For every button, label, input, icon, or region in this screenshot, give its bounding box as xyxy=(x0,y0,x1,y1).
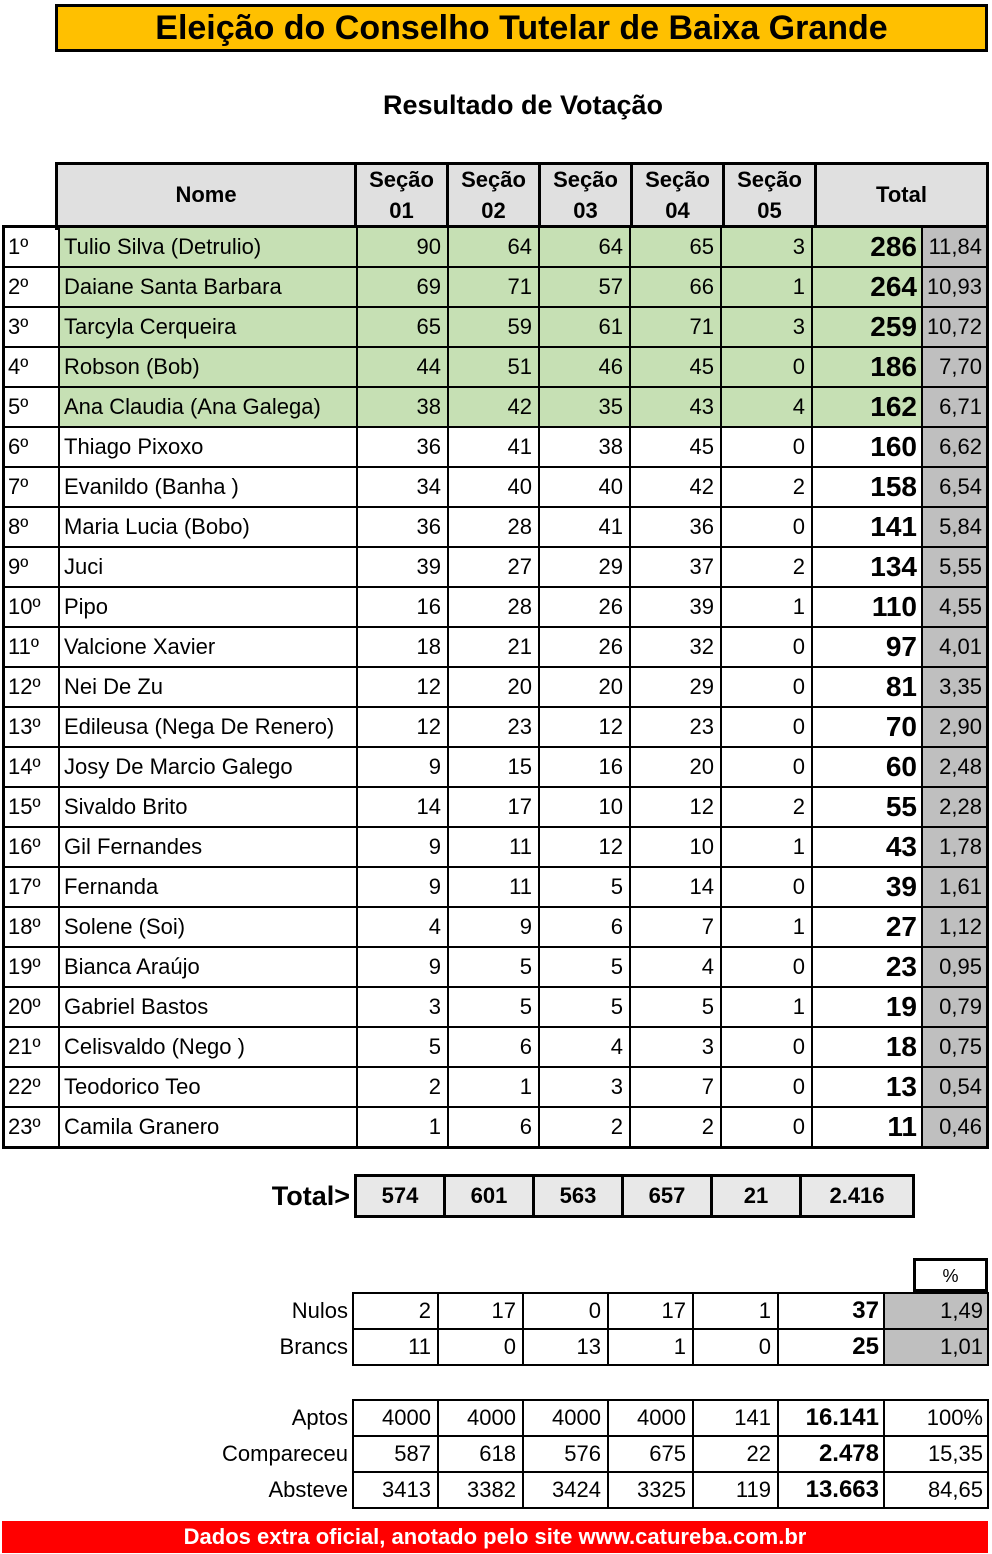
candidate-name: Tarcyla Cerqueira xyxy=(59,307,357,347)
candidate-votes-secao-05: 1 xyxy=(721,587,812,627)
turnout-secao-03: 576 xyxy=(523,1436,608,1472)
candidate-votes-secao-05: 0 xyxy=(721,667,812,707)
candidate-name: Edileusa (Nega De Renero) xyxy=(59,707,357,747)
turnout-total: 16.141 xyxy=(778,1400,884,1436)
candidate-percent: 4,55 xyxy=(922,587,988,627)
invalid-secao-01: 11 xyxy=(353,1329,438,1365)
invalid-percent: 1,49 xyxy=(884,1293,988,1329)
candidate-votes-secao-05: 0 xyxy=(721,1027,812,1067)
candidate-votes-secao-03: 26 xyxy=(539,587,630,627)
invalid-label: Brancs xyxy=(279,1334,348,1359)
candidate-percent: 0,95 xyxy=(922,947,988,987)
candidate-total: 13 xyxy=(812,1067,922,1107)
candidate-row xyxy=(4,387,988,427)
candidate-votes-secao-02: 6 xyxy=(448,1107,539,1148)
candidate-rank: 3º xyxy=(4,307,60,347)
candidate-votes-secao-01: 1 xyxy=(357,1107,448,1148)
turnout-label: Aptos xyxy=(291,1405,348,1430)
turnout-secao-03: 3424 xyxy=(523,1472,608,1508)
candidate-percent: 0,46 xyxy=(922,1107,988,1148)
candidate-votes-secao-05: 0 xyxy=(721,747,812,787)
invalid-secao-03: 13 xyxy=(523,1329,608,1365)
candidate-row xyxy=(4,1107,988,1148)
header-secao-05: Seção 05 xyxy=(724,164,816,229)
candidate-votes-secao-04: 65 xyxy=(630,227,721,268)
candidate-votes-secao-01: 16 xyxy=(357,587,448,627)
candidate-votes-secao-04: 39 xyxy=(630,587,721,627)
candidate-name: Gil Fernandes xyxy=(59,827,357,867)
candidate-votes-secao-03: 5 xyxy=(539,987,630,1027)
candidate-votes-secao-01: 34 xyxy=(357,467,448,507)
candidate-votes-secao-05: 2 xyxy=(721,787,812,827)
candidate-votes-secao-03: 41 xyxy=(539,507,630,547)
candidate-votes-secao-03: 57 xyxy=(539,267,630,307)
candidate-row xyxy=(4,587,988,627)
candidate-percent: 0,75 xyxy=(922,1027,988,1067)
candidate-votes-secao-02: 71 xyxy=(448,267,539,307)
invalid-percent: 1,01 xyxy=(884,1329,988,1365)
invalid-total: 37 xyxy=(778,1293,884,1329)
candidate-total: 18 xyxy=(812,1027,922,1067)
candidate-rank: 13º xyxy=(4,707,60,747)
candidate-votes-secao-04: 23 xyxy=(630,707,721,747)
candidate-votes-secao-01: 90 xyxy=(357,227,448,268)
invalid-total: 25 xyxy=(778,1329,884,1365)
candidate-row xyxy=(4,627,988,667)
candidate-votes-secao-02: 64 xyxy=(448,227,539,268)
candidate-rank: 5º xyxy=(4,387,60,427)
candidate-votes-secao-03: 26 xyxy=(539,627,630,667)
total-secao-05: 21 xyxy=(712,1176,801,1217)
candidate-row xyxy=(4,667,988,707)
candidate-votes-secao-02: 51 xyxy=(448,347,539,387)
candidate-name: Pipo xyxy=(59,587,357,627)
header-secao-01: Seção 01 xyxy=(356,164,448,229)
candidate-percent: 11,84 xyxy=(922,227,988,268)
invalid-secao-05: 1 xyxy=(693,1293,778,1329)
invalid-secao-01: 2 xyxy=(353,1293,438,1329)
candidate-total: 70 xyxy=(812,707,922,747)
candidate-name: Celisvaldo (Nego ) xyxy=(59,1027,357,1067)
candidate-row xyxy=(4,427,988,467)
candidate-votes-secao-02: 21 xyxy=(448,627,539,667)
candidate-votes-secao-03: 61 xyxy=(539,307,630,347)
candidate-votes-secao-01: 9 xyxy=(357,947,448,987)
candidate-total: 286 xyxy=(812,227,922,268)
candidate-votes-secao-02: 42 xyxy=(448,387,539,427)
candidate-votes-secao-04: 4 xyxy=(630,947,721,987)
candidate-votes-secao-03: 3 xyxy=(539,1067,630,1107)
candidate-total: 60 xyxy=(812,747,922,787)
grand-total: 2.416 xyxy=(801,1176,914,1217)
candidate-votes-secao-05: 1 xyxy=(721,827,812,867)
invalid-secao-04: 17 xyxy=(608,1293,693,1329)
candidate-votes-secao-04: 12 xyxy=(630,787,721,827)
invalid-secao-03: 0 xyxy=(523,1293,608,1329)
candidate-votes-secao-04: 14 xyxy=(630,867,721,907)
candidate-row xyxy=(4,947,988,987)
candidate-total: 97 xyxy=(812,627,922,667)
candidate-rank: 20º xyxy=(4,987,60,1027)
candidate-name: Thiago Pixoxo xyxy=(59,427,357,467)
candidate-votes-secao-01: 9 xyxy=(357,867,448,907)
candidate-votes-secao-04: 45 xyxy=(630,427,721,467)
turnout-secao-02: 3382 xyxy=(438,1472,523,1508)
candidate-votes-secao-02: 11 xyxy=(448,827,539,867)
candidate-votes-secao-05: 1 xyxy=(721,987,812,1027)
candidate-votes-secao-04: 37 xyxy=(630,547,721,587)
candidate-rank: 21º xyxy=(4,1027,60,1067)
turnout-total: 2.478 xyxy=(778,1436,884,1472)
candidate-votes-secao-05: 3 xyxy=(721,227,812,268)
candidate-rank: 9º xyxy=(4,547,60,587)
candidate-votes-secao-02: 23 xyxy=(448,707,539,747)
candidate-votes-secao-04: 66 xyxy=(630,267,721,307)
candidate-votes-secao-01: 69 xyxy=(357,267,448,307)
candidate-rank: 11º xyxy=(4,627,60,667)
turnout-total: 13.663 xyxy=(778,1472,884,1508)
candidate-votes-secao-01: 36 xyxy=(357,427,448,467)
candidate-votes-secao-03: 5 xyxy=(539,947,630,987)
candidate-votes-secao-03: 2 xyxy=(539,1107,630,1148)
candidate-percent: 1,78 xyxy=(922,827,988,867)
candidate-name: Maria Lucia (Bobo) xyxy=(59,507,357,547)
candidate-row xyxy=(4,867,988,907)
candidate-row xyxy=(4,547,988,587)
candidate-total: 81 xyxy=(812,667,922,707)
candidate-rank: 2º xyxy=(4,267,60,307)
candidate-votes-secao-04: 42 xyxy=(630,467,721,507)
candidate-votes-secao-04: 71 xyxy=(630,307,721,347)
candidate-votes-secao-03: 29 xyxy=(539,547,630,587)
invalid-secao-02: 17 xyxy=(438,1293,523,1329)
candidate-row xyxy=(4,267,988,307)
candidate-votes-secao-02: 20 xyxy=(448,667,539,707)
candidate-row xyxy=(4,987,988,1027)
header-secao-04: Seção 04 xyxy=(632,164,724,229)
candidate-votes-secao-01: 9 xyxy=(357,747,448,787)
candidate-percent: 6,62 xyxy=(922,427,988,467)
turnout-table xyxy=(150,1399,989,1509)
candidate-votes-secao-02: 9 xyxy=(448,907,539,947)
candidate-votes-secao-05: 0 xyxy=(721,507,812,547)
candidate-percent: 6,71 xyxy=(922,387,988,427)
candidate-name: Nei De Zu xyxy=(59,667,357,707)
turnout-secao-02: 618 xyxy=(438,1436,523,1472)
candidate-votes-secao-03: 16 xyxy=(539,747,630,787)
header-nome: Nome xyxy=(57,164,356,229)
candidate-percent: 10,72 xyxy=(922,307,988,347)
turnout-secao-04: 675 xyxy=(608,1436,693,1472)
turnout-secao-04: 4000 xyxy=(608,1400,693,1436)
candidate-percent: 2,28 xyxy=(922,787,988,827)
turnout-secao-02: 4000 xyxy=(438,1400,523,1436)
candidate-votes-secao-02: 28 xyxy=(448,507,539,547)
candidate-votes-secao-05: 0 xyxy=(721,1107,812,1148)
candidate-percent: 0,79 xyxy=(922,987,988,1027)
candidate-votes-secao-04: 45 xyxy=(630,347,721,387)
turnout-label: Absteve xyxy=(268,1477,348,1502)
candidate-total: 134 xyxy=(812,547,922,587)
candidate-votes-secao-03: 40 xyxy=(539,467,630,507)
candidate-votes-secao-05: 1 xyxy=(721,267,812,307)
turnout-secao-01: 4000 xyxy=(353,1400,438,1436)
candidate-row xyxy=(4,827,988,867)
candidate-votes-secao-05: 2 xyxy=(721,467,812,507)
header-secao-02: Seção 02 xyxy=(448,164,540,229)
candidate-rank: 16º xyxy=(4,827,60,867)
candidate-rank: 6º xyxy=(4,427,60,467)
candidate-votes-secao-01: 12 xyxy=(357,707,448,747)
candidate-row xyxy=(4,227,988,268)
candidate-votes-secao-02: 27 xyxy=(448,547,539,587)
candidate-row xyxy=(4,467,988,507)
candidate-votes-secao-01: 5 xyxy=(357,1027,448,1067)
candidate-votes-secao-02: 5 xyxy=(448,987,539,1027)
candidate-votes-secao-01: 44 xyxy=(357,347,448,387)
turnout-row xyxy=(150,1436,988,1472)
candidate-votes-secao-05: 0 xyxy=(721,867,812,907)
turnout-percent: 84,65 xyxy=(884,1472,988,1508)
pct-header: % xyxy=(913,1258,988,1292)
candidate-votes-secao-03: 4 xyxy=(539,1027,630,1067)
candidate-total: 186 xyxy=(812,347,922,387)
turnout-secao-01: 587 xyxy=(353,1436,438,1472)
candidate-name: Fernanda xyxy=(59,867,357,907)
candidate-percent: 6,54 xyxy=(922,467,988,507)
candidate-rank: 18º xyxy=(4,907,60,947)
candidate-votes-secao-03: 5 xyxy=(539,867,630,907)
candidate-votes-secao-03: 38 xyxy=(539,427,630,467)
candidate-votes-secao-03: 64 xyxy=(539,227,630,268)
candidate-percent: 1,12 xyxy=(922,907,988,947)
invalid-secao-04: 1 xyxy=(608,1329,693,1365)
turnout-label: Compareceu xyxy=(222,1441,348,1466)
invalid-row xyxy=(150,1329,988,1365)
invalid-votes-table xyxy=(150,1292,989,1366)
candidate-total: 27 xyxy=(812,907,922,947)
candidate-row xyxy=(4,907,988,947)
total-secao-03: 563 xyxy=(534,1176,623,1217)
candidate-percent: 4,01 xyxy=(922,627,988,667)
candidate-votes-secao-01: 14 xyxy=(357,787,448,827)
results-header xyxy=(55,162,989,230)
candidate-votes-secao-01: 18 xyxy=(357,627,448,667)
candidate-votes-secao-02: 59 xyxy=(448,307,539,347)
candidate-votes-secao-03: 12 xyxy=(539,707,630,747)
candidate-votes-secao-05: 0 xyxy=(721,947,812,987)
candidate-percent: 3,35 xyxy=(922,667,988,707)
candidate-votes-secao-03: 35 xyxy=(539,387,630,427)
candidate-votes-secao-02: 40 xyxy=(448,467,539,507)
candidate-votes-secao-01: 2 xyxy=(357,1067,448,1107)
candidate-name: Bianca Araújo xyxy=(59,947,357,987)
candidate-votes-secao-02: 28 xyxy=(448,587,539,627)
candidate-total: 55 xyxy=(812,787,922,827)
turnout-row xyxy=(150,1400,988,1436)
candidate-votes-secao-01: 65 xyxy=(357,307,448,347)
candidate-total: 19 xyxy=(812,987,922,1027)
page-title: Eleição do Conselho Tutelar de Baixa Grande xyxy=(55,4,988,52)
candidate-rank: 15º xyxy=(4,787,60,827)
candidate-votes-secao-03: 46 xyxy=(539,347,630,387)
candidate-votes-secao-03: 10 xyxy=(539,787,630,827)
candidate-votes-secao-05: 0 xyxy=(721,1067,812,1107)
candidate-votes-secao-01: 36 xyxy=(357,507,448,547)
candidate-row xyxy=(4,707,988,747)
candidate-votes-secao-04: 7 xyxy=(630,907,721,947)
candidate-rank: 17º xyxy=(4,867,60,907)
candidate-name: Valcione Xavier xyxy=(59,627,357,667)
turnout-secao-05: 141 xyxy=(693,1400,778,1436)
candidate-percent: 0,54 xyxy=(922,1067,988,1107)
candidate-row xyxy=(4,787,988,827)
invalid-secao-02: 0 xyxy=(438,1329,523,1365)
candidate-name: Daiane Santa Barbara xyxy=(59,267,357,307)
candidate-votes-secao-02: 41 xyxy=(448,427,539,467)
candidate-name: Juci xyxy=(59,547,357,587)
candidate-total: 141 xyxy=(812,507,922,547)
candidate-total: 39 xyxy=(812,867,922,907)
header-secao-03: Seção 03 xyxy=(540,164,632,229)
candidate-votes-secao-01: 12 xyxy=(357,667,448,707)
turnout-percent: 15,35 xyxy=(884,1436,988,1472)
candidate-total: 264 xyxy=(812,267,922,307)
candidate-total: 110 xyxy=(812,587,922,627)
candidate-votes-secao-04: 32 xyxy=(630,627,721,667)
candidate-votes-secao-02: 6 xyxy=(448,1027,539,1067)
candidate-votes-secao-01: 4 xyxy=(357,907,448,947)
candidate-votes-secao-05: 0 xyxy=(721,627,812,667)
candidate-name: Evanildo (Banha ) xyxy=(59,467,357,507)
totals-row xyxy=(250,1174,915,1218)
candidate-name: Tulio Silva (Detrulio) xyxy=(59,227,357,268)
candidate-votes-secao-03: 6 xyxy=(539,907,630,947)
candidate-rank: 12º xyxy=(4,667,60,707)
candidate-votes-secao-04: 7 xyxy=(630,1067,721,1107)
candidate-rank: 1º xyxy=(4,227,60,268)
turnout-secao-05: 22 xyxy=(693,1436,778,1472)
candidate-votes-secao-04: 36 xyxy=(630,507,721,547)
candidate-row xyxy=(4,307,988,347)
candidate-row xyxy=(4,507,988,547)
candidate-percent: 1,61 xyxy=(922,867,988,907)
page-subtitle: Resultado de Votação xyxy=(382,90,664,120)
candidate-rank: 10º xyxy=(4,587,60,627)
candidate-name: Gabriel Bastos xyxy=(59,987,357,1027)
turnout-secao-04: 3325 xyxy=(608,1472,693,1508)
header-total: Total xyxy=(816,164,988,229)
candidates-table xyxy=(2,225,989,1149)
candidate-votes-secao-04: 43 xyxy=(630,387,721,427)
candidate-votes-secao-04: 2 xyxy=(630,1107,721,1148)
candidate-total: 162 xyxy=(812,387,922,427)
candidate-name: Solene (Soi) xyxy=(59,907,357,947)
candidate-rank: 8º xyxy=(4,507,60,547)
candidate-votes-secao-04: 3 xyxy=(630,1027,721,1067)
candidate-total: 160 xyxy=(812,427,922,467)
candidate-percent: 2,48 xyxy=(922,747,988,787)
candidate-rank: 23º xyxy=(4,1107,60,1148)
candidate-votes-secao-04: 20 xyxy=(630,747,721,787)
candidate-rank: 19º xyxy=(4,947,60,987)
total-secao-02: 601 xyxy=(445,1176,534,1217)
candidate-row xyxy=(4,347,988,387)
turnout-secao-01: 3413 xyxy=(353,1472,438,1508)
total-secao-04: 657 xyxy=(623,1176,712,1217)
invalid-label: Nulos xyxy=(291,1298,348,1323)
candidate-rank: 7º xyxy=(4,467,60,507)
candidate-votes-secao-05: 4 xyxy=(721,387,812,427)
candidate-votes-secao-05: 0 xyxy=(721,707,812,747)
candidate-votes-secao-05: 2 xyxy=(721,547,812,587)
candidate-percent: 5,84 xyxy=(922,507,988,547)
invalid-row xyxy=(150,1293,988,1329)
candidate-name: Sivaldo Brito xyxy=(59,787,357,827)
candidate-votes-secao-05: 1 xyxy=(721,907,812,947)
candidate-votes-secao-02: 1 xyxy=(448,1067,539,1107)
candidate-name: Ana Claudia (Ana Galega) xyxy=(59,387,357,427)
candidate-votes-secao-04: 29 xyxy=(630,667,721,707)
candidate-total: 43 xyxy=(812,827,922,867)
turnout-row xyxy=(150,1472,988,1508)
candidate-rank: 4º xyxy=(4,347,60,387)
candidate-votes-secao-02: 5 xyxy=(448,947,539,987)
candidate-votes-secao-02: 11 xyxy=(448,867,539,907)
footer-note: Dados extra oficial, anotado pelo site www.catureba.com.br xyxy=(2,1521,988,1553)
candidate-name: Robson (Bob) xyxy=(59,347,357,387)
candidate-votes-secao-04: 5 xyxy=(630,987,721,1027)
candidate-votes-secao-04: 10 xyxy=(630,827,721,867)
candidate-votes-secao-05: 0 xyxy=(721,347,812,387)
turnout-percent: 100% xyxy=(884,1400,988,1436)
candidate-votes-secao-01: 39 xyxy=(357,547,448,587)
candidate-votes-secao-05: 0 xyxy=(721,427,812,467)
candidate-percent: 7,70 xyxy=(922,347,988,387)
candidate-name: Josy De Marcio Galego xyxy=(59,747,357,787)
candidate-rank: 22º xyxy=(4,1067,60,1107)
turnout-secao-05: 119 xyxy=(693,1472,778,1508)
candidate-rank: 14º xyxy=(4,747,60,787)
turnout-secao-03: 4000 xyxy=(523,1400,608,1436)
candidate-row xyxy=(4,1027,988,1067)
candidate-total: 158 xyxy=(812,467,922,507)
candidate-row xyxy=(4,747,988,787)
candidate-votes-secao-01: 38 xyxy=(357,387,448,427)
candidate-votes-secao-01: 3 xyxy=(357,987,448,1027)
candidate-percent: 5,55 xyxy=(922,547,988,587)
candidate-votes-secao-03: 20 xyxy=(539,667,630,707)
candidate-votes-secao-01: 9 xyxy=(357,827,448,867)
candidate-percent: 2,90 xyxy=(922,707,988,747)
candidate-percent: 10,93 xyxy=(922,267,988,307)
candidate-row xyxy=(4,1067,988,1107)
candidate-total: 259 xyxy=(812,307,922,347)
candidate-total: 23 xyxy=(812,947,922,987)
invalid-secao-05: 0 xyxy=(693,1329,778,1365)
candidate-votes-secao-02: 17 xyxy=(448,787,539,827)
candidate-votes-secao-02: 15 xyxy=(448,747,539,787)
candidate-votes-secao-05: 3 xyxy=(721,307,812,347)
totals-label: Total> xyxy=(271,1180,350,1211)
candidate-votes-secao-03: 12 xyxy=(539,827,630,867)
total-secao-01: 574 xyxy=(356,1176,445,1217)
candidate-total: 11 xyxy=(812,1107,922,1148)
candidate-name: Teodorico Teo xyxy=(59,1067,357,1107)
candidate-name: Camila Granero xyxy=(59,1107,357,1148)
